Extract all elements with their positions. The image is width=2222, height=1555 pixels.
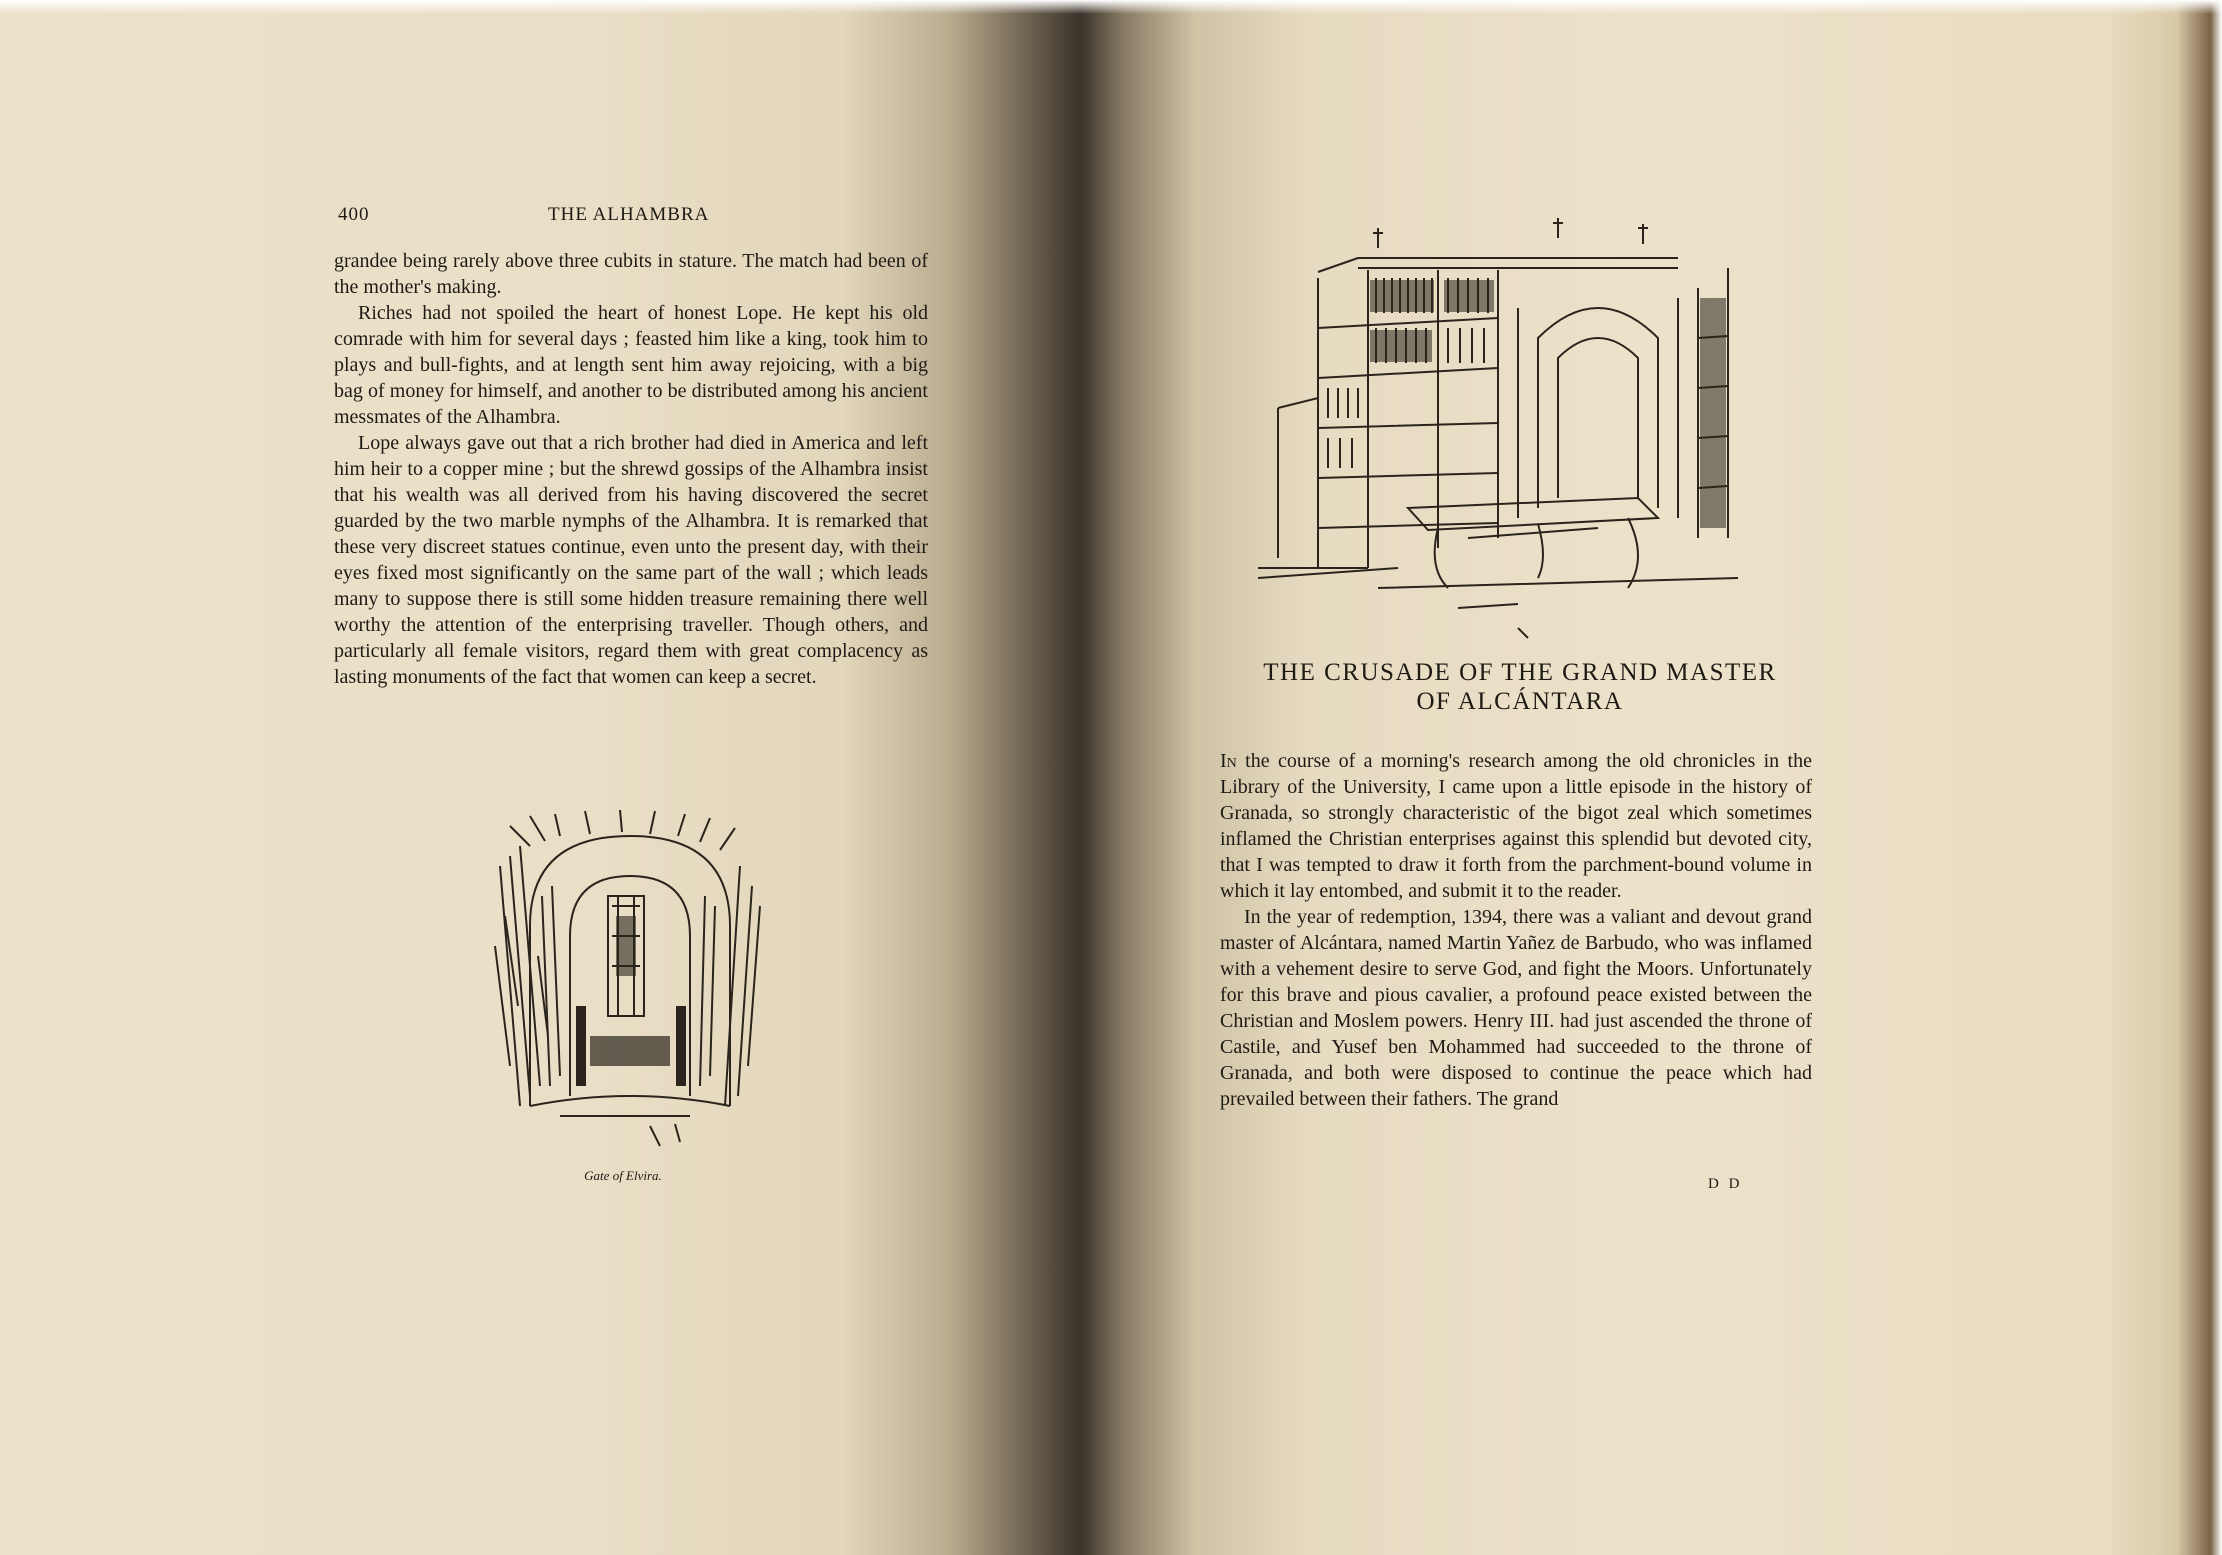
paragraph: Riches had not spoiled the heart of honest Lope. He kept his old comrade with him for several days ; feasted him like a king, took him to plays and bull-fights, and at length sent him away rejoicing, with a big bag of money for himself, and another to be distributed among his ancient messmates of the Alhambra. bbox=[334, 302, 928, 428]
signature-mark: D D bbox=[1708, 1176, 1743, 1192]
opening-paragraph-text: the course of a morning's research among the old chronicles in the Library of the University, I came upon a little episode in the history of Granada, so strongly characteristic of the bigot zeal which sometimes inflamed the Christian enterprises against this splendid but devoted city, that I was tempted to draw it forth from the parchment-bound volume in which it lay entombed, and submit it to the reader. bbox=[1220, 750, 1812, 902]
paragraph: In the year of redemption, 1394, there was a valiant and devout grand master of Alcántara, named Martin Yañez de Barbudo, who was inflamed with a vehement desire to serve God, and fight the Moors. Unfortunately for this brave and pious cavalier, a profound peace existed between the Christian and Moslem powers. Henry III. had just ascended the throne of Castile, and Yusef ben Mohammed had succeeded to the throne of Granada, and both were disposed to continue the peace which had prevailed between their fathers. The grand bbox=[1220, 906, 1812, 1110]
gate-of-elvira-illustration bbox=[490, 806, 770, 1148]
running-head bbox=[338, 204, 928, 230]
right-body-text bbox=[1220, 748, 1812, 1112]
chapter-title-line-2: OF ALCÁNTARA bbox=[1416, 688, 1624, 715]
page-number: 400 bbox=[338, 204, 370, 225]
left-body-text bbox=[334, 248, 928, 690]
illustration-caption: Gate of Elvira. bbox=[584, 1168, 662, 1183]
opening-paragraph bbox=[1220, 748, 1812, 904]
paragraph: grandee being rarely above three cubits in stature. The match had been of the mother's making. bbox=[334, 250, 928, 298]
opening-word: In bbox=[1220, 750, 1237, 772]
paragraph: Lope always gave out that a rich brother had died in America and left him heir to a copper mine ; but the shrewd gossips of the Alhambra insist that his wealth was all derived from his having discovered the secret guarded by the two marble nymphs of the Alhambra. It is remarked that these very discreet statues continue, even unto the present day, with their eyes fixed most significantly on the same part of the wall ; which leads many to suppose there is still some hidden treasure remaining there well worthy the attention of the enterprising traveller. Though others, and particularly all female visitors, regard them with great complacency as lasting monuments of the fact that women can keep a secret. bbox=[334, 432, 928, 688]
running-title: THE ALHAMBRA bbox=[548, 204, 710, 225]
library-interior-illustration bbox=[1258, 208, 1778, 644]
page-top-edge bbox=[0, 0, 2222, 14]
chapter-title-line-1: THE CRUSADE OF THE GRAND MASTER bbox=[1263, 659, 1777, 686]
left-page bbox=[0, 0, 1080, 1555]
chapter-title bbox=[1200, 658, 1840, 716]
